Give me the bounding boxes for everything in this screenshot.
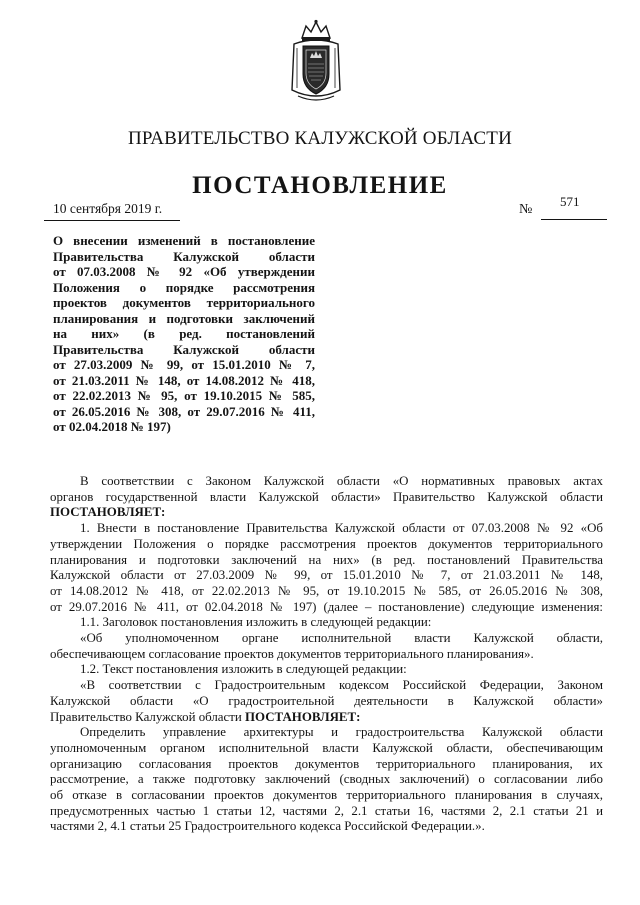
quote-line-text: Правительство Калужской области [50, 709, 242, 724]
body-line: органов государственной власти Калужской области» Правительство Калужской области [50, 489, 603, 504]
quote-line [50, 710, 603, 726]
subject-line: от 21.03.2011 № 148, от 14.08.2012 № 418, [53, 372, 315, 388]
resolves-heading: ПОСТАНОВЛЯЕТ: [245, 709, 361, 724]
document-number: 571 [560, 194, 580, 209]
body-line: 1.2. Текст постановления изложить в следующей редакции: [80, 662, 407, 677]
body-line: Калужской области от 27.03.2009 № 99, от 15.01.2010 № 7, от 21.03.2011 № 148, [50, 568, 603, 583]
body-line: утверждении Положения о порядке рассмотрения проектов документов территориального [50, 536, 603, 551]
subject-line: планирования и подготовки заключений [53, 310, 315, 326]
body-line: планирования и подготовки заключений на них» (в ред. постановлений Правительства [50, 552, 603, 567]
government-name: ПРАВИТЕЛЬСТВО КАЛУЖСКОЙ ОБЛАСТИ [127, 128, 513, 149]
subject-line: от 27.03.2009 № 99, от 15.01.2010 № 7, [53, 357, 315, 372]
body-line: В соответствии с Законом Калужской области «О нормативных правовых актах [80, 474, 603, 488]
subject-line: Положения о порядке рассмотрения [53, 279, 315, 295]
body-line: Определить управление архитектуры и градостроительства Калужской области [80, 725, 603, 740]
subject-line: Правительства Калужской области [53, 341, 315, 357]
coat-of-arms-icon [288, 18, 344, 102]
quote-line: Калужской области «О градостроительной деятельности в Калужской области» [50, 693, 603, 708]
body-line: организацию согласования проектов документов территориального планирования, их [50, 756, 603, 771]
subject-line: от 22.02.2013 № 95, от 19.10.2015 № 585, [53, 388, 315, 403]
body-line: рассмотрение, а также подготовку заключений (сводных заключений) о согласовании либо [50, 772, 603, 787]
body-line: 1. Внести в постановление Правительства Калужской области от 07.03.2008 № 92 «Об [80, 521, 603, 536]
document-date: 10 сентября 2019 г. [53, 201, 163, 216]
subject-line: О внесении изменений в постановление [53, 233, 315, 248]
subject-line: от 02.04.2018 № 197) [53, 419, 171, 434]
document-type: ПОСТАНОВЛЕНИЕ [192, 172, 448, 199]
subject-line: от 07.03.2008 № 92 «Об утверждении [53, 264, 315, 279]
quote-line: обеспечивающем согласование проектов документов территориального планирования». [50, 646, 534, 661]
subject-line: проектов документов территориального [53, 295, 315, 310]
body-line: от 14.08.2012 № 418, от 22.02.2013 № 95, от 19.10.2015 № 585, от 26.05.2016 № 308, [50, 583, 603, 598]
quote-line: «Об уполномоченном органе исполнительной власти Калужской области, [80, 631, 603, 646]
body-line: частями 2, 4.1 статьи 25 Градостроительного кодекса Российской Федерации.». [50, 819, 485, 834]
resolves-heading: ПОСТАНОВЛЯЕТ: [50, 505, 166, 520]
quote-line: «В соответствии с Градостроительным кодексом Российской Федерации, Законом [80, 678, 603, 693]
body-line: об отказе в согласовании проектов документов территориального планирования в случаях, [50, 788, 603, 803]
number-label: № [519, 202, 533, 217]
body-line: предусмотренных частью 1 статьи 12, частями 2, 2.1 статьи 16, частями 2, 2.1 статьи 21 и [50, 803, 603, 818]
document-subject [53, 233, 315, 435]
body-line: от 29.07.2016 № 411, от 02.04.2018 № 197) (далее – постановление) следующие изменения: [50, 599, 603, 614]
subject-line: Правительства Калужской области [53, 248, 315, 264]
subject-line: от 26.05.2016 № 308, от 29.07.2016 № 411, [53, 403, 315, 419]
document-body [50, 474, 603, 835]
body-line: уполномоченным органом исполнительной власти Калужской области, обеспечивающим [50, 740, 603, 755]
body-line: 1.1. Заголовок постановления изложить в следующей редакции: [80, 615, 432, 630]
subject-line: на них» (в ред. постановлений [53, 326, 315, 341]
